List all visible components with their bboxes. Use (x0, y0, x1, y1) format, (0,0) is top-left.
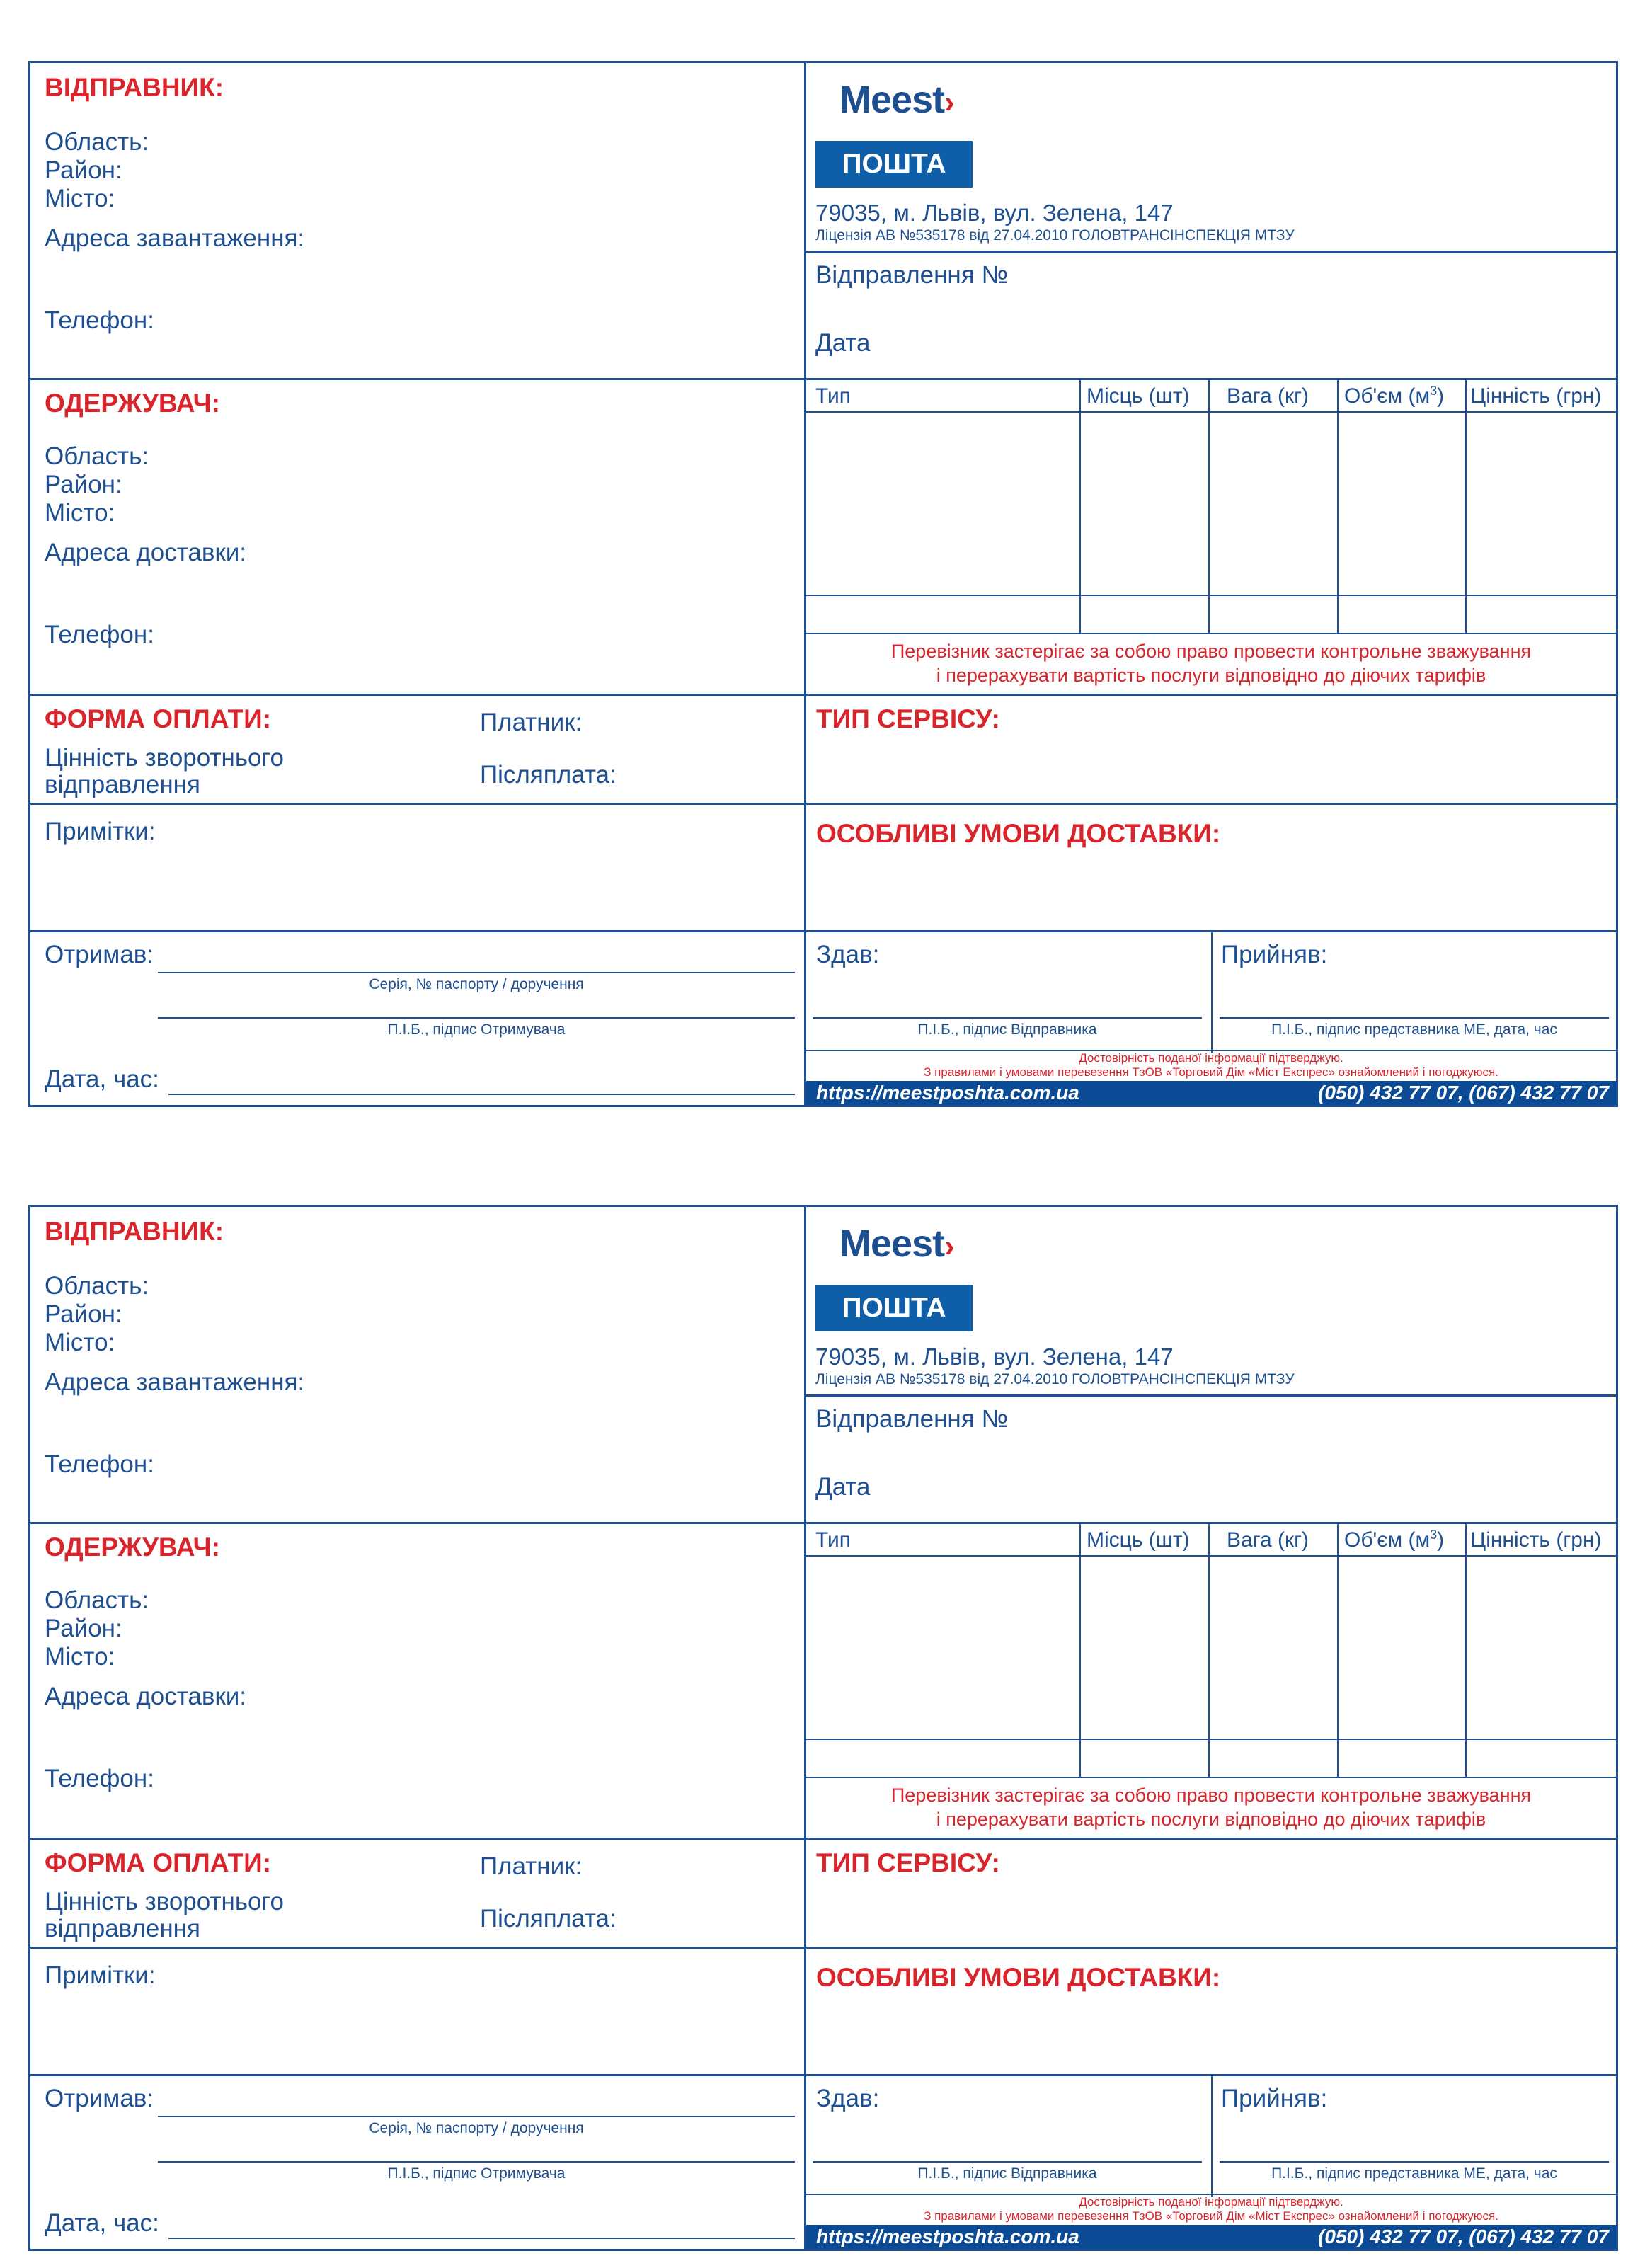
recipient-region-label: Область: (45, 442, 149, 470)
handed-caption: П.І.Б., підпис Відправника (917, 2165, 1097, 2182)
notes-label: Примітки: (45, 818, 156, 845)
company-license: Ліцензія АВ №535178 від 27.04.2010 ГОЛОВТРАНСІНСПЕКЦІЯ МТЗУ (815, 227, 1295, 244)
footer-phones: (050) 432 77 07, (067) 432 77 07 (1318, 1082, 1609, 1104)
footer-website[interactable]: https://meestposhta.com.ua (816, 2226, 1079, 2247)
passport-caption: Серія, № паспорту / доручення (369, 2120, 584, 2136)
passport-caption: Серія, № паспорту / доручення (369, 976, 584, 992)
passport-line (158, 2116, 795, 2117)
row-divider-sender (30, 1522, 1616, 1524)
table-row-line (806, 1739, 1616, 1740)
sender-district-label: Район: (45, 156, 122, 184)
table-col-line-4 (1465, 1524, 1467, 1777)
col-header-volume-sup: 3 (1430, 1528, 1438, 1542)
payment-title: ФОРМА ОПЛАТИ: (45, 704, 272, 733)
accepted-label: Прийняв: (1221, 2085, 1328, 2112)
row-divider-payment (30, 1947, 1616, 1949)
posta-badge: ПОШТА (815, 1285, 973, 1331)
received-label: Отримав: (45, 941, 154, 968)
table-col-line-1 (1079, 380, 1081, 633)
col-header-volume-text: Об'єм (м (1344, 1528, 1431, 1552)
row-divider-header (804, 251, 1616, 253)
accepted-line (1220, 1017, 1609, 1019)
signature-line (158, 2161, 795, 2163)
sender-city-label: Місто: (45, 185, 115, 212)
accepted-caption: П.І.Б., підпис представника МЕ, дата, час (1271, 2165, 1557, 2182)
disclaimer-line2: З правилами і умовами перевезення ТзОВ «Торговий Дім «Міст Експрес» ознайомлений і погоджуюся. (924, 1065, 1498, 1079)
recipient-city-label: Місто: (45, 1643, 115, 1671)
recipient-title: ОДЕРЖУВАЧ: (45, 1533, 220, 1562)
datetime-label: Дата, час: (45, 2209, 159, 2237)
signature-caption: П.І.Б., підпис Отримувача (387, 1021, 566, 1038)
waybill-form-top (28, 61, 1618, 1107)
payer-label: Платник: (480, 709, 583, 736)
meest-logo (839, 1222, 954, 1268)
shipment-number-label: Відправлення № (815, 1405, 1008, 1433)
recipient-phone-label: Телефон: (45, 1765, 154, 1792)
col-header-volume-close: ) (1437, 384, 1445, 408)
footer-phones: (050) 432 77 07, (067) 432 77 07 (1318, 2226, 1609, 2247)
table-col-line-3 (1337, 380, 1339, 633)
special-conditions-title: ОСОБЛИВІ УМОВИ ДОСТАВКИ: (816, 819, 1221, 848)
handed-label: Здав: (816, 2085, 880, 2112)
shipment-number-label: Відправлення № (815, 261, 1008, 289)
table-bottom-line (806, 1777, 1616, 1778)
recipient-region-label: Область: (45, 1586, 149, 1614)
col-header-volume (1344, 1528, 1444, 1552)
row-divider-notes (30, 930, 1616, 932)
logo-text: Meest (839, 79, 945, 121)
datetime-line (168, 1094, 795, 1095)
shipment-date-label: Дата (815, 329, 871, 357)
table-col-line-2 (1208, 1524, 1210, 1777)
recipient-district-label: Район: (45, 471, 122, 498)
recipient-district-label: Район: (45, 1615, 122, 1642)
handover-divider (1211, 2076, 1213, 2197)
meest-logo (839, 79, 954, 124)
recipient-address-label: Адреса доставки: (45, 1683, 247, 1710)
footer-bar (806, 1081, 1616, 1105)
center-divider (804, 63, 806, 1105)
col-header-pieces: Місць (шт) (1087, 384, 1190, 408)
logo-arrow-icon: › (944, 85, 954, 120)
row-divider-recipient (30, 694, 1616, 696)
company-address: 79035, м. Львів, вул. Зелена, 147 (815, 1344, 1174, 1370)
datetime-label: Дата, час: (45, 1065, 159, 1093)
sender-address-label: Адреса завантаження: (45, 1368, 305, 1396)
sender-title: ВІДПРАВНИК: (45, 1217, 224, 1246)
recipient-phone-label: Телефон: (45, 621, 154, 648)
waybill-form-bottom (28, 1205, 1618, 2251)
handed-line (813, 1017, 1202, 1019)
disclaimer-line2: З правилами і умовами перевезення ТзОВ «Торговий Дім «Міст Експрес» ознайомлений і погоджуюся. (924, 2209, 1498, 2223)
sender-district-label: Район: (45, 1300, 122, 1328)
return-value-label-2: відправлення (45, 1915, 200, 1942)
return-value-label-1: Цінність зворотнього (45, 1888, 284, 1915)
sender-city-label: Місто: (45, 1329, 115, 1356)
sender-region-label: Область: (45, 1272, 149, 1300)
sender-region-label: Область: (45, 128, 149, 156)
col-header-volume-sup: 3 (1430, 384, 1438, 398)
sender-phone-label: Телефон: (45, 1450, 154, 1478)
service-type-title: ТИП СЕРВІСУ: (816, 1848, 1000, 1877)
weighing-note-line1: Перевізник застерігає за собою право провести контрольне зважування (890, 1785, 1532, 1806)
weighing-note-line1: Перевізник застерігає за собою право провести контрольне зважування (890, 641, 1532, 662)
handed-caption: П.І.Б., підпис Відправника (917, 1021, 1097, 1038)
return-value-label-1: Цінність зворотнього (45, 744, 284, 772)
received-label: Отримав: (45, 2085, 154, 2112)
disclaimer-line1: Достовірність поданої інформації підтверджую. (1079, 2195, 1343, 2209)
company-address: 79035, м. Львів, вул. Зелена, 147 (815, 200, 1174, 226)
col-header-value: Цінність (грн) (1470, 1528, 1602, 1552)
row-divider-header (804, 1394, 1616, 1397)
company-license: Ліцензія АВ №535178 від 27.04.2010 ГОЛОВТРАНСІНСПЕКЦІЯ МТЗУ (815, 1371, 1295, 1387)
weighing-note-line2: і перерахувати вартість послуги відповідно до діючих тарифів (936, 1809, 1486, 1830)
table-row-line (806, 595, 1616, 596)
col-header-value: Цінність (грн) (1470, 384, 1602, 408)
recipient-title: ОДЕРЖУВАЧ: (45, 389, 220, 418)
footer-website[interactable]: https://meestposhta.com.ua (816, 1082, 1079, 1104)
notes-label: Примітки: (45, 1961, 156, 1989)
table-col-line-3 (1337, 1524, 1339, 1777)
table-bottom-line (806, 633, 1616, 634)
passport-line (158, 972, 795, 973)
signature-caption: П.І.Б., підпис Отримувача (387, 2165, 566, 2182)
signature-line (158, 1017, 795, 1019)
payer-label: Платник: (480, 1852, 583, 1880)
col-header-volume-text: Об'єм (м (1344, 384, 1431, 408)
col-header-weight: Вага (кг) (1227, 1528, 1309, 1552)
handed-line (813, 2161, 1202, 2163)
logo-arrow-icon: › (944, 1229, 954, 1264)
row-divider-recipient (30, 1838, 1616, 1840)
logo-text: Meest (839, 1222, 945, 1265)
cod-label: Післяплата: (480, 761, 617, 789)
row-divider-sender (30, 378, 1616, 380)
shipment-date-label: Дата (815, 1473, 871, 1501)
table-header-line (806, 411, 1616, 413)
disclaimer-line1: Достовірність поданої інформації підтверджую. (1079, 1051, 1343, 1065)
row-divider-payment (30, 803, 1616, 805)
cod-label: Післяплата: (480, 1905, 617, 1932)
accepted-caption: П.І.Б., підпис представника МЕ, дата, час (1271, 1021, 1557, 1038)
table-col-line-1 (1079, 1524, 1081, 1777)
special-conditions-title: ОСОБЛИВІ УМОВИ ДОСТАВКИ: (816, 1963, 1221, 1992)
col-header-weight: Вага (кг) (1227, 384, 1309, 408)
handover-divider (1211, 932, 1213, 1053)
posta-badge: ПОШТА (815, 141, 973, 188)
handed-label: Здав: (816, 941, 880, 968)
weighing-note-line2: і перерахувати вартість послуги відповідно до діючих тарифів (936, 665, 1486, 686)
center-divider (804, 1207, 806, 2249)
sender-phone-label: Телефон: (45, 307, 154, 334)
service-type-title: ТИП СЕРВІСУ: (816, 704, 1000, 733)
col-header-volume (1344, 384, 1444, 408)
col-header-type: Тип (815, 384, 852, 408)
sender-title: ВІДПРАВНИК: (45, 73, 224, 102)
recipient-city-label: Місто: (45, 499, 115, 527)
col-header-pieces: Місць (шт) (1087, 1528, 1190, 1552)
footer-bar (806, 2225, 1616, 2249)
table-col-line-2 (1208, 380, 1210, 633)
sender-address-label: Адреса завантаження: (45, 224, 305, 252)
accepted-line (1220, 2161, 1609, 2163)
accepted-label: Прийняв: (1221, 941, 1328, 968)
datetime-line (168, 2238, 795, 2239)
table-header-line (806, 1555, 1616, 1557)
payment-title: ФОРМА ОПЛАТИ: (45, 1848, 272, 1877)
col-header-type: Тип (815, 1528, 852, 1552)
table-col-line-4 (1465, 380, 1467, 633)
col-header-volume-close: ) (1437, 1528, 1445, 1552)
return-value-label-2: відправлення (45, 771, 200, 798)
row-divider-notes (30, 2074, 1616, 2076)
recipient-address-label: Адреса доставки: (45, 539, 247, 566)
